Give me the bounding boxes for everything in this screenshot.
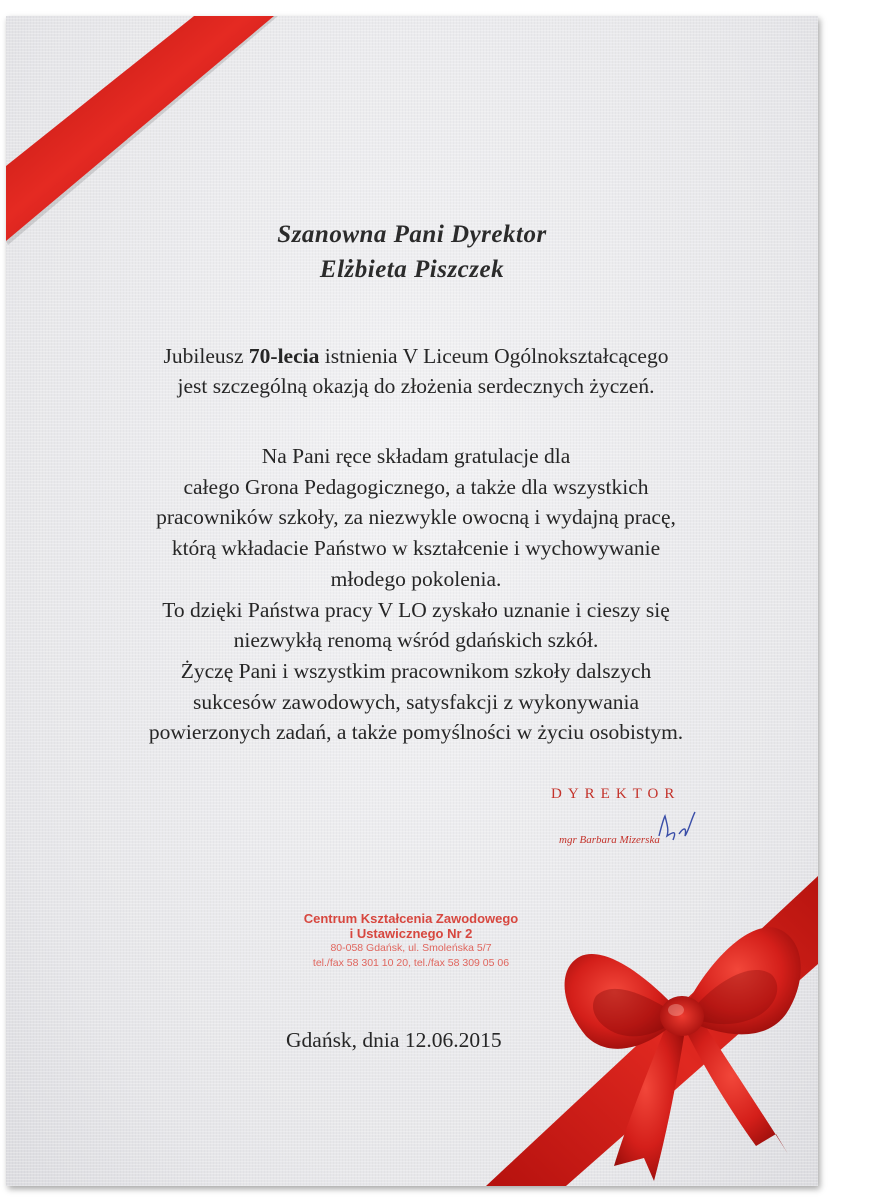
body-line: którą wkładacie Państwo w kształcenie i wychowywanie bbox=[171, 536, 661, 561]
body-line: młodego pokolenia. bbox=[330, 566, 502, 591]
intro-line-1 bbox=[66, 341, 766, 371]
stamp-line-4: tel./fax 58 301 10 20, tel./fax 58 309 05 06 bbox=[312, 957, 510, 969]
body-line: powierzonych zadań, a także pomyślności w życiu osobistym. bbox=[148, 720, 684, 745]
body-line: Na Pani ręce składam gratulacje dla bbox=[261, 444, 571, 468]
body-line: niezwykłą renomą wśród gdańskich szkół. bbox=[233, 628, 599, 653]
greeting-line-2: Elżbieta Piszczek bbox=[319, 256, 505, 283]
paragraph-congratulations bbox=[66, 441, 766, 748]
body-line: Życzę Pani i wszystkim pracownikom szkoły dalszych bbox=[180, 658, 652, 683]
director-name-stamp: mgr Barbara Mizerska bbox=[559, 834, 660, 846]
body-line: całego Grona Pedagogicznego, a także dla wszystkich bbox=[183, 474, 649, 499]
stamp-line-2: i Ustawicznego Nr 2 bbox=[349, 926, 473, 941]
date-line: Gdańsk, dnia 12.06.2015 bbox=[286, 1028, 502, 1052]
body-line: To dzięki Państwa pracy V LO zyskało uznanie i cieszy się bbox=[162, 597, 670, 622]
jubilee-number: 70-lecia bbox=[248, 344, 320, 368]
body-line: pracowników szkoły, za niezwykle owocną i wydajną pracę, bbox=[156, 505, 676, 530]
letter-sheet bbox=[6, 16, 818, 1186]
stamp-line-1: Centrum Kształcenia Zawodowego bbox=[303, 911, 519, 926]
red-bow-decoration bbox=[526, 896, 818, 1186]
paragraph-intro bbox=[66, 341, 766, 401]
stamp-line-3: 80-058 Gdańsk, ul. Smoleńska 5/7 bbox=[330, 942, 492, 954]
intro-text-b: istnienia V Liceum Ogólnokształcącego bbox=[319, 344, 669, 368]
intro-line-2: jest szczególną okazją do złożenia serdecznych życzeń. bbox=[177, 374, 655, 398]
director-title-stamp: DYREKTOR bbox=[551, 786, 681, 802]
greeting-line-1: Szanowna Pani Dyrektor bbox=[277, 221, 547, 248]
intro-text-a: Jubileusz bbox=[163, 344, 249, 368]
body-line: sukcesów zawodowych, satysfakcji z wykonywania bbox=[193, 689, 639, 714]
